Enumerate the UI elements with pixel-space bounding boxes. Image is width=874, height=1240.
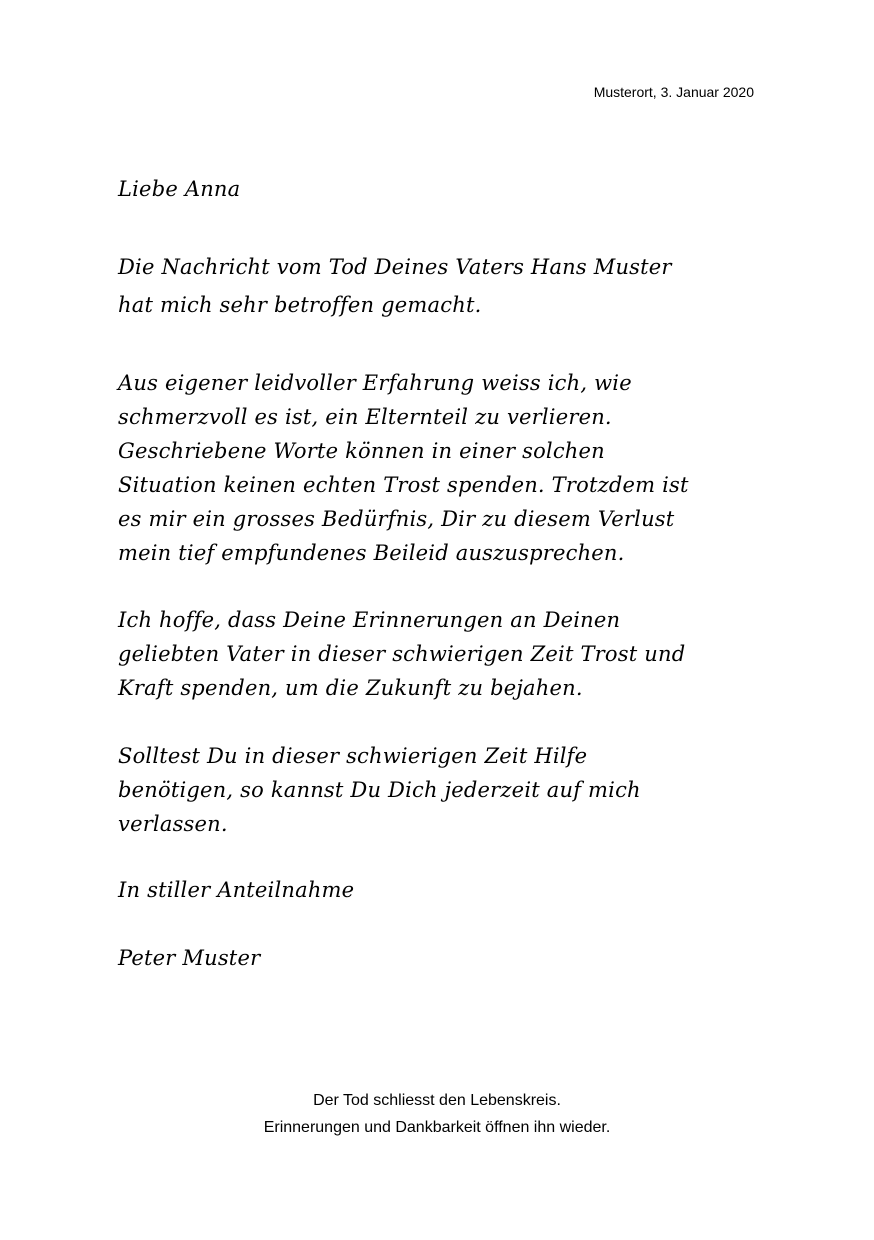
paragraph-line: Aus eigener leidvoller Erfahrung weiss ich, wie: [118, 371, 632, 395]
paragraph-line: schmerzvoll es ist, ein Elternteil zu verlieren.: [118, 405, 612, 429]
paragraph-line: Ich hoffe, dass Deine Erinnerungen an Deinen: [118, 608, 621, 632]
salutation: Liebe Anna: [118, 177, 241, 201]
paragraph-2: [118, 366, 768, 570]
paragraph-line: Situation keinen echten Trost spenden. Trotzdem ist: [118, 473, 689, 497]
paragraph-line: Solltest Du in dieser schwierigen Zeit Hilfe: [118, 744, 588, 768]
letter-date: Musterort, 3. Januar 2020: [593, 84, 754, 100]
motto-line: Der Tod schliesst den Lebenskreis.: [313, 1092, 561, 1109]
motto-line: Erinnerungen und Dankbarkeit öffnen ihn wieder.: [263, 1119, 611, 1136]
paragraph-line: mein tief empfundenes Beileid auszusprechen.: [118, 541, 625, 565]
paragraph-line: hat mich sehr betroffen gemacht.: [118, 293, 482, 317]
paragraph-line: Die Nachricht vom Tod Deines Vaters Hans Muster: [118, 255, 672, 279]
paragraph-line: verlassen.: [118, 812, 228, 836]
closing: In stiller Anteilnahme: [118, 878, 355, 902]
paragraph-line: geliebten Vater in dieser schwierigen Zeit Trost und: [118, 642, 686, 666]
paragraph-line: es mir ein grosses Bedürfnis, Dir zu diesem Verlust: [118, 507, 675, 531]
motto: [0, 1087, 874, 1141]
paragraph-line: Geschriebene Worte können in einer solchen: [118, 439, 605, 463]
paragraph-line: benötigen, so kannst Du Dich jederzeit auf mich: [118, 778, 641, 802]
paragraph-1: [118, 250, 768, 326]
paragraph-3: [118, 603, 768, 705]
signature: Peter Muster: [118, 946, 261, 970]
paragraph-line: Kraft spenden, um die Zukunft zu bejahen.: [118, 676, 583, 700]
paragraph-4: [118, 739, 768, 841]
